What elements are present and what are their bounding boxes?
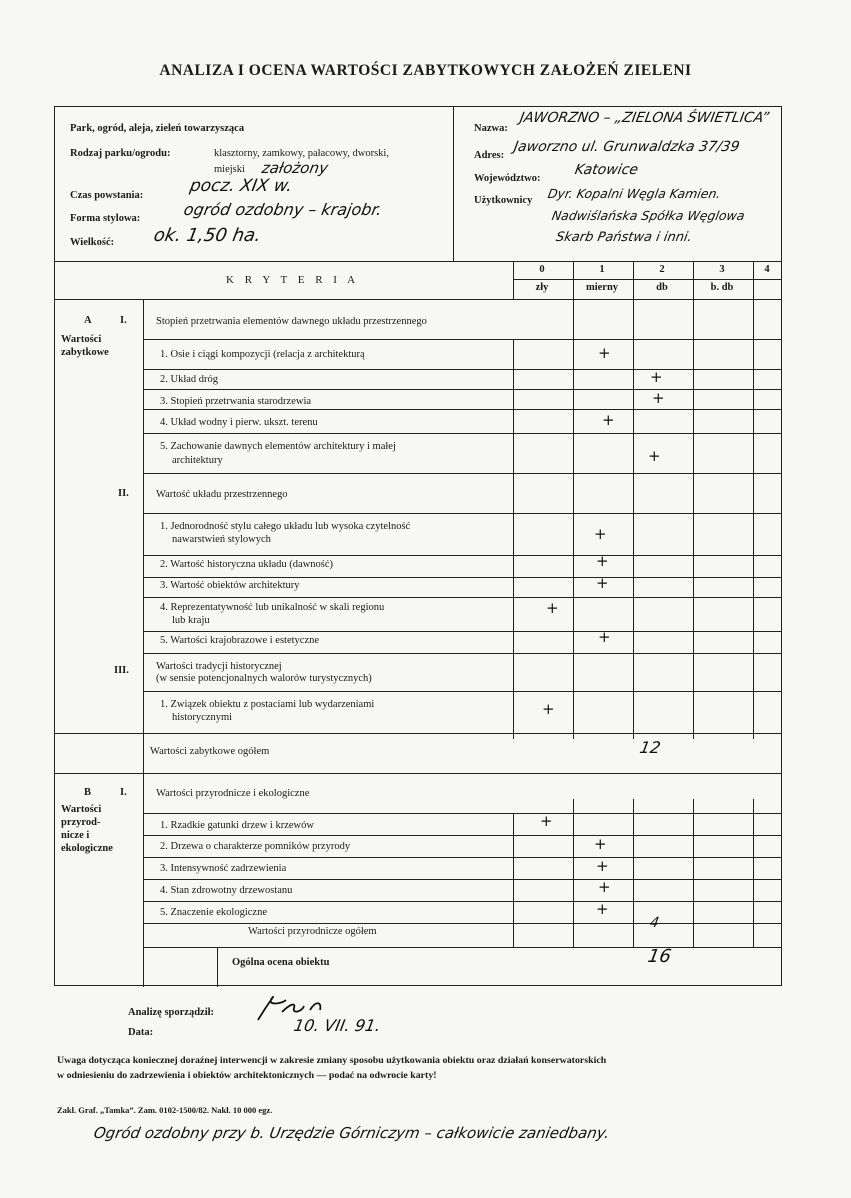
row-label: 5. Zachowanie dawnych elementów architektury i małej — [160, 441, 396, 452]
divider — [143, 631, 781, 632]
divider — [143, 577, 781, 578]
divider — [143, 369, 781, 370]
section-b-name-2: przyrod- — [61, 817, 101, 828]
section-a-name-2: zabytkowe — [61, 347, 109, 358]
divider — [143, 653, 781, 654]
row-label: 5. Znaczenie ekologiczne — [160, 907, 267, 918]
divider — [143, 433, 781, 434]
row-label: 3. Intensywność zadrzewienia — [160, 863, 287, 874]
score-mark: + — [598, 628, 611, 646]
row-label: architektury — [172, 455, 223, 466]
divider — [55, 261, 781, 262]
score-mark: + — [594, 525, 607, 543]
ogolna-label: Ogólna ocena obiektu — [232, 957, 330, 968]
group-a1-title: Stopień przetrwania elementów dawnego układu przestrzennego — [156, 316, 427, 327]
rodzaj-handwritten: założony — [260, 159, 330, 177]
total-zabytkowe-label: Wartości zabytkowe ogółem — [150, 746, 270, 757]
divider — [143, 879, 781, 880]
forma-label: Forma stylowa: — [70, 213, 141, 224]
nazwa-label: Nazwa: — [474, 123, 508, 134]
divider — [753, 799, 754, 947]
score-col-4-num: 4 — [764, 264, 770, 275]
section-a-ii: II. — [118, 488, 129, 499]
score-mark: + — [542, 700, 555, 718]
divider — [143, 947, 781, 948]
section-b-name-3: nicze i — [61, 830, 90, 841]
score-mark: + — [596, 900, 609, 918]
divider — [55, 733, 781, 734]
divider — [55, 299, 781, 300]
group-a3-title-2: (w sensie potencjonalnych walorów turystycznych) — [156, 673, 372, 684]
row-label: 4. Reprezentatywność lub unikalność w skali regionu — [160, 602, 385, 613]
divider — [143, 835, 781, 836]
nazwa-value: JAWORZNO – „ZIELONA ŚWIETLICA” — [518, 110, 771, 126]
row-label: 1. Jednorodność stylu całego układu lub wysoka czytelność — [160, 521, 411, 532]
divider — [143, 339, 781, 340]
divider — [633, 261, 634, 739]
data-label: Data: — [128, 1027, 154, 1038]
section-a-roman: I. — [120, 315, 127, 326]
footer-handwritten-note: Ogród ozdobny przy b. Urzędzie Górniczym – całkowicie zaniedbany. — [92, 1124, 611, 1142]
row-label: 1. Osie i ciągi kompozycji (relacja z architekturą — [160, 349, 365, 360]
adres-label: Adres: — [474, 150, 505, 161]
ogolna-value: 16 — [646, 946, 673, 967]
score-col-0-num: 0 — [539, 264, 545, 275]
analize-label: Analizę sporządził: — [128, 1007, 215, 1018]
score-col-3-name: b. db — [710, 282, 734, 293]
adres-value: Jaworzno ul. Grunwaldzka 37/39 — [512, 139, 741, 155]
score-mark: + — [602, 411, 615, 429]
divider — [753, 261, 754, 739]
divider — [633, 799, 634, 947]
row-label: 3. Stopień przetrwania starodrzewia — [160, 396, 312, 407]
divider — [453, 107, 454, 261]
uzytkownicy-value-3: Skarb Państwa i inni. — [554, 230, 694, 245]
divider — [143, 923, 781, 924]
divider — [55, 773, 781, 774]
uwaga-line-1: Uwaga dotycząca koniecznej doraźnej interwencji w zakresie zmiany sposobu użytkowania obiektu oraz działań konserwatorskich — [57, 1055, 607, 1066]
czas-value: pocz. XIX w. — [188, 176, 294, 196]
row-label: 2. Drzewa o charakterze pomników przyrody — [160, 841, 351, 852]
divider — [143, 857, 781, 858]
divider — [143, 901, 781, 902]
row-label: 4. Stan zdrowotny drzewostanu — [160, 885, 293, 896]
rodzaj-label: Rodzaj parku/ogrodu: — [70, 148, 171, 159]
total-zabytkowe-value: 12 — [638, 738, 663, 757]
divider — [217, 947, 218, 987]
score-mark: + — [598, 344, 611, 362]
wielkosc-value: ok. 1,50 ha. — [152, 225, 263, 246]
section-b-letter: B — [84, 787, 92, 798]
section-b-name-4: ekologiczne — [61, 843, 113, 854]
rodzaj-options-2: miejski — [214, 164, 245, 175]
wielkosc-label: Wielkość: — [70, 237, 115, 248]
divider — [513, 813, 514, 947]
score-col-2-num: 2 — [659, 264, 665, 275]
row-label: lub kraju — [172, 615, 210, 626]
divider — [513, 339, 514, 739]
divider — [143, 299, 144, 987]
total-przyrodnicze-value: 4 — [648, 915, 661, 931]
section-a-iii: III. — [114, 665, 129, 676]
score-mark: + — [596, 574, 609, 592]
divider — [143, 473, 781, 474]
divider — [143, 389, 781, 390]
park-label: Park, ogród, aleja, zieleń towarzysząca — [70, 123, 245, 134]
group-a3-title-1: Wartości tradycji historycznej — [156, 661, 282, 672]
divider — [143, 597, 781, 598]
row-label: 3. Wartość obiektów architektury — [160, 580, 300, 591]
score-mark: + — [594, 835, 607, 853]
czas-label: Czas powstania: — [70, 190, 144, 201]
uwaga-line-2: w odniesieniu do zadrzewienia i obiektów architektonicznych — podać na odwrocie karty! — [57, 1070, 437, 1081]
score-mark: + — [596, 552, 609, 570]
rodzaj-options: klasztorny, zamkowy, pałacowy, dworski, — [214, 148, 389, 159]
divider — [573, 799, 574, 947]
score-col-1-name: mierny — [585, 282, 619, 293]
score-col-1-num: 1 — [599, 264, 605, 275]
score-mark: + — [650, 368, 663, 386]
printer-info: Zakł. Graf. „Tamka”. Zam. 0102-1500/82. Nakł. 10 000 egz. — [57, 1105, 273, 1115]
score-col-0-name: zły — [535, 282, 549, 293]
score-mark: + — [596, 857, 609, 875]
row-label: 1. Rzadkie gatunki drzew i krzewów — [160, 820, 314, 831]
score-col-2-name: db — [656, 282, 668, 293]
score-mark: + — [540, 812, 553, 830]
score-mark: + — [652, 389, 665, 407]
row-label: nawarstwień stylowych — [172, 534, 271, 545]
divider — [143, 813, 781, 814]
divider — [573, 261, 574, 739]
section-a-name-1: Wartości — [61, 334, 102, 345]
row-label: 5. Wartości krajobrazowe i estetyczne — [160, 635, 320, 646]
row-label: 2. Wartość historyczna układu (dawność) — [160, 559, 334, 570]
divider — [143, 513, 781, 514]
divider — [143, 691, 781, 692]
row-label: historycznymi — [172, 712, 233, 723]
kryteria-label: K R Y T E R I A — [226, 274, 360, 286]
uzytkownicy-value-1: Dyr. Kopalni Węgla Kamien. — [546, 186, 722, 201]
divider — [513, 279, 781, 280]
data-value: 10. VII. 91. — [292, 1016, 383, 1035]
group-a2-title: Wartość układu przestrzennego — [156, 489, 288, 500]
group-b1-title: Wartości przyrodnicze i ekologiczne — [156, 788, 310, 799]
total-przyrodnicze-label: Wartości przyrodnicze ogółem — [248, 926, 377, 937]
forma-value: ogród ozdobny – krajobr. — [182, 200, 384, 219]
wojewodztwo-label: Województwo: — [474, 173, 541, 184]
score-mark: + — [598, 878, 611, 896]
divider — [143, 555, 781, 556]
divider — [143, 409, 781, 410]
section-b-name-1: Wartości — [61, 804, 102, 815]
uzytkownicy-value-2: Nadwiślańska Spółka Węglowa — [550, 208, 746, 223]
row-label: 4. Układ wodny i pierw. ukszt. terenu — [160, 417, 318, 428]
divider — [693, 261, 694, 739]
score-mark: + — [648, 447, 661, 465]
score-col-3-num: 3 — [719, 264, 725, 275]
row-label: 1. Związek obiektu z postaciami lub wydarzeniami — [160, 699, 375, 710]
form-title: ANALIZA I OCENA WARTOŚCI ZABYTKOWYCH ZAŁOŻEŃ ZIELENI — [159, 62, 692, 79]
divider — [693, 799, 694, 947]
wojewodztwo-value: Katowice — [573, 162, 640, 178]
section-b-roman: I. — [120, 787, 127, 798]
section-a-letter: A — [84, 315, 92, 326]
uzytkownicy-label: Użytkownicy — [474, 195, 533, 206]
score-mark: + — [546, 599, 559, 617]
row-label: 2. Układ dróg — [160, 374, 219, 385]
